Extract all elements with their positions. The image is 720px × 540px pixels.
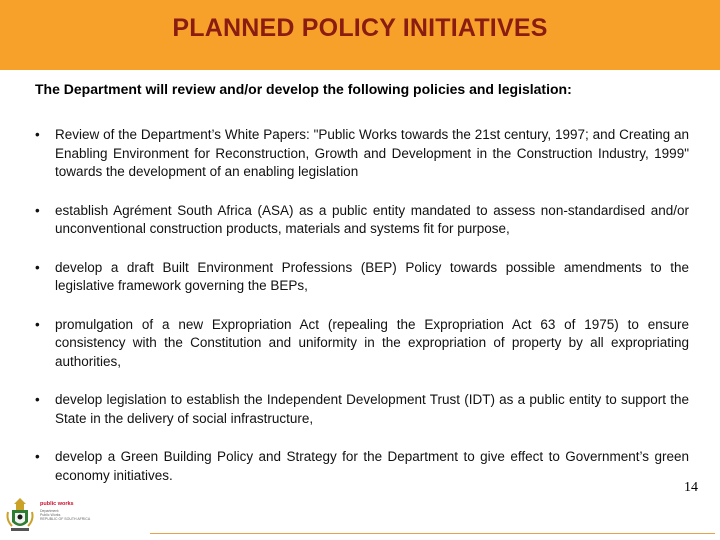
bullet-icon: •	[35, 392, 40, 407]
bullet-icon: •	[35, 449, 40, 464]
policy-list	[35, 126, 689, 505]
department-logo	[4, 496, 124, 536]
list-item-text: develop a Green Building Policy and Strategy for the Department to give effect to Government’s green economy initiatives.	[55, 449, 689, 483]
list-item	[35, 316, 689, 372]
logo-subtext	[40, 509, 90, 521]
page-title: PLANNED POLICY INITIATIVES	[172, 14, 548, 42]
list-item-text: promulgation of a new Expropriation Act (repealing the Expropriation Act 63 of 1975) to ensure consistency with the Constitution and uniformity in the expropriation of property by all expropriating authorities,	[55, 316, 689, 369]
page-number: 14	[684, 480, 698, 495]
logo-text: public works	[40, 501, 74, 507]
list-item	[35, 202, 689, 239]
list-item-text: establish Agrément South Africa (ASA) as a public entity mandated to assess non-standardised and/or unconventional construction products, materials and systems fit for purpose,	[55, 202, 689, 236]
logo-subtext-line: Public Works	[40, 513, 61, 517]
coat-of-arms-icon	[4, 496, 36, 534]
list-item	[35, 259, 689, 296]
list-item-text: develop legislation to establish the Independent Development Trust (IDT) as a public entity to support the State in the delivery of social infrastructure,	[55, 392, 689, 426]
intro-text: The Department will review and/or develop the following policies and legislation:	[35, 81, 572, 97]
logo-subtext-line: Department:	[40, 509, 60, 513]
footer-divider	[150, 533, 715, 534]
bullet-icon: •	[35, 202, 40, 218]
list-item	[35, 126, 689, 182]
list-item	[35, 391, 689, 428]
logo-subtext-line: REPUBLIC OF SOUTH AFRICA	[40, 517, 91, 521]
list-item	[35, 448, 689, 485]
bullet-icon: •	[35, 316, 40, 332]
bullet-icon: •	[35, 259, 40, 275]
list-item-text: develop a draft Built Environment Professions (BEP) Policy towards possible amendments to the legislative framework governing the BEPs,	[55, 259, 689, 293]
bullet-icon: •	[35, 127, 40, 142]
list-item-text: Review of the Department’s White Papers: "Public Works towards the 21st century, 1997; and Creating an Enabling Environment for Reconstruction, Growth and Development in the Construction Industry, 1999" towards the development of an enabling legislation	[55, 127, 689, 179]
